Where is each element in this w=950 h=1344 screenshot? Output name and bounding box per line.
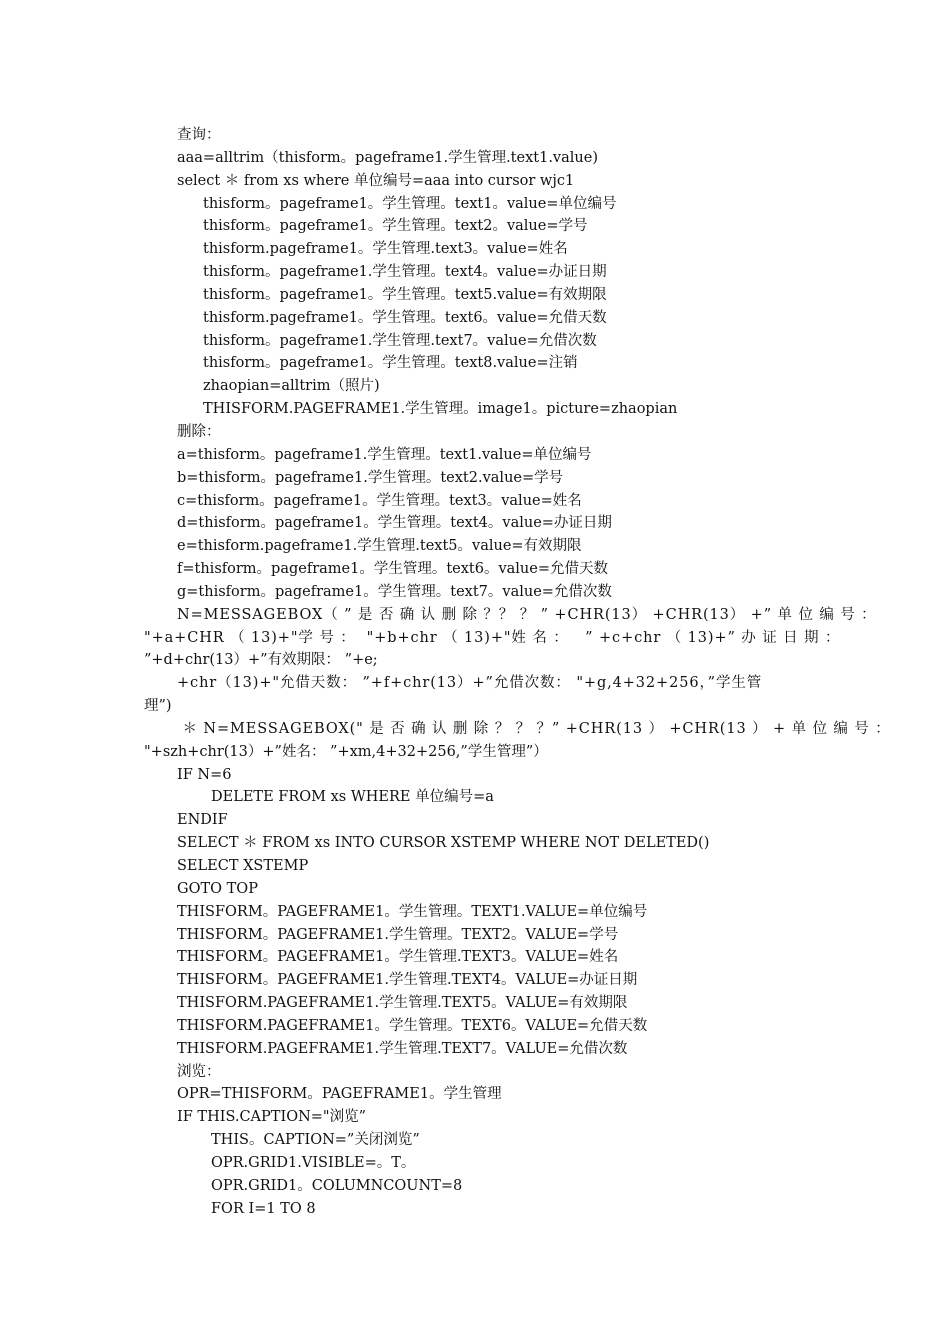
code-line: 删除： (177, 423, 221, 440)
code-line: thisform。pageframe1。学生管理。text5.value=有效期限 (203, 286, 607, 303)
code-line: IF N=6 (177, 766, 232, 783)
code-line: "+szh+chr(13）+”姓名： ”+xm,4+32+256,”学生管理”） (144, 743, 548, 760)
code-line: thisform。pageframe1.学生管理.text7。value=允借次数 (203, 332, 597, 349)
code-line: SELECT ＊ FROM xs INTO CURSOR XSTEMP WHERE NOT DELETED() (177, 835, 710, 852)
code-line: ＊ N=MESSAGEBOX(" 是 否 确 认 删 除 ？ ？ ？” +CHR(13 ） +CHR(13 ） + 单 位 编 号 ： (177, 720, 891, 737)
code-listing (144, 124, 891, 1221)
code-line: thisform。pageframe1。学生管理。text1。value=单位编号 (203, 195, 617, 212)
code-line: OPR=THISFORM。PAGEFRAME1。学生管理 (177, 1086, 502, 1103)
code-line: THISFORM.PAGEFRAME1.学生管理.TEXT5。VALUE=有效期限 (177, 995, 628, 1012)
code-line: SELECT XSTEMP (177, 858, 309, 874)
code-line: FOR I=1 TO 8 (211, 1200, 316, 1217)
code-line: zhaopian=alltrim（照片) (203, 378, 380, 395)
code-line: thisform。pageframe1.学生管理。text4。value=办证日期 (203, 264, 607, 281)
code-line: DELETE FROM xs WHERE 单位编号=a (211, 789, 494, 806)
code-line: c=thisform。pageframe1。学生管理。text3。value=姓名 (177, 492, 582, 509)
code-line: a=thisform。pageframe1.学生管理。text1.value=单位编号 (177, 446, 592, 463)
code-line: "+a+CHR （ 13)+"学 号 ： "+b+chr （ 13)+"姓 名 ： ” +c+chr （ 13)+” 办 证 日 期 ： (144, 629, 841, 646)
code-line: IF THIS.CAPTION="浏览” (177, 1109, 366, 1126)
code-line: THISFORM.PAGEFRAME1.学生管理。image1。picture=zhaopian (203, 401, 678, 418)
code-line: OPR.GRID1。COLUMNCOUNT=8 (211, 1177, 463, 1194)
code-line: THISFORM.PAGEFRAME1。学生管理。TEXT6。VALUE=允借天数 (177, 1017, 648, 1034)
code-line: e=thisform.pageframe1.学生管理.text5。value=有效期限 (177, 538, 582, 555)
code-line: 查询： (177, 127, 221, 143)
code-line: +chr（13)+"允借天数： ”+f+chr(13）+”允借次数： "+g,4+32+256，”学生管 (177, 675, 763, 692)
code-line: thisform。pageframe1。学生管理。text8.value=注销 (203, 355, 578, 372)
code-line: N=MESSAGEBOX（ ” 是 否 确 认 删 除 ？？ ？ ” +CHR(13） +CHR(13） +” 单 位 编 号 ： (177, 606, 877, 623)
code-line: thisform.pageframe1。学生管理.text3。value=姓名 (203, 241, 568, 258)
code-line: THISFORM.PAGEFRAME1.学生管理.TEXT7。VALUE=允借次数 (177, 1040, 628, 1057)
code-line: f=thisform。pageframe1。学生管理。text6。value=允借天数 (177, 561, 609, 578)
code-line: aaa=alltrim（thisform。pageframe1.学生管理.text1.value) (177, 149, 598, 166)
code-line: 浏览： (177, 1063, 221, 1080)
code-line: g=thisform。pageframe1。学生管理。text7。value=允借次数 (177, 583, 612, 600)
code-line: THISFORM。PAGEFRAME1。学生管理.TEXT3。VALUE=姓名 (177, 949, 619, 966)
code-line: 理”) (144, 698, 172, 715)
code-line: thisform。pageframe1。学生管理。text2。value=学号 (203, 218, 588, 235)
code-line: ”+d+chr(13）+”有效期限： ”+e; (144, 652, 378, 669)
code-line: ENDIF (177, 812, 228, 829)
code-line: THISFORM。PAGEFRAME1.学生管理。TEXT2。VALUE=学号 (177, 926, 619, 943)
code-line: d=thisform。pageframe1。学生管理。text4。value=办证日期 (177, 515, 612, 532)
code-line: THISFORM。PAGEFRAME1.学生管理.TEXT4。VALUE=办证日期 (177, 972, 638, 989)
code-line: thisform.pageframe1。学生管理。text6。value=允借天数 (203, 309, 607, 326)
code-line: OPR.GRID1.VISIBLE=。T。 (211, 1154, 416, 1171)
code-line: b=thisform。pageframe1.学生管理。text2.value=学号 (177, 469, 564, 486)
code-line: GOTO TOP (177, 880, 258, 897)
code-line: THIS。CAPTION=”关闭浏览” (211, 1132, 420, 1149)
code-line: select ＊ from xs where 单位编号=aaa into cursor wjc1 (177, 172, 575, 189)
code-line: THISFORM。PAGEFRAME1。学生管理。TEXT1.VALUE=单位编号 (177, 903, 648, 920)
